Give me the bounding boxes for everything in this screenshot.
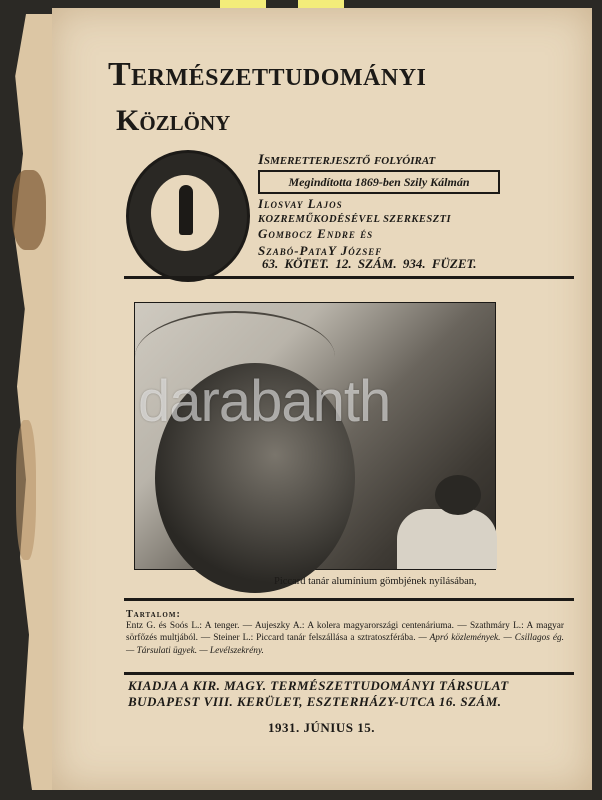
watermark: darabanth — [138, 369, 391, 434]
toc-entries-italic: — Apró közlemények. — Csillagos ég. — Társulati ügyek. — Levélszekrény. — [126, 633, 564, 656]
journal-title-line2: Közlöny — [116, 104, 231, 137]
journal-subtitle: Ismeretterjesztő folyóirat — [258, 152, 436, 168]
issue-date: 1931. JÚNIUS 15. — [268, 720, 375, 735]
publisher-address: BUDAPEST VIII. KERÜLET, ESZTERHÁZY-UTCA 16. SZÁM. — [128, 694, 502, 709]
seal-figure — [179, 185, 193, 235]
journal-title: Természettudományi — [108, 56, 427, 93]
editor-name: Gombocz Endre és — [258, 226, 374, 241]
person-head — [435, 475, 481, 515]
cover-photo — [134, 302, 496, 570]
photo-caption: Piccard tanár alumínium gömbjének nyílásában, — [274, 576, 477, 587]
stain — [16, 420, 36, 560]
divider — [124, 276, 574, 279]
editors-block — [258, 196, 451, 259]
divider — [124, 672, 574, 675]
editor-name: Ilosvay Lajos — [258, 196, 343, 211]
society-seal-icon — [126, 150, 250, 282]
publisher-line: KIADJA A KIR. MAGY. TERMÉSZETTUDOMÁNYI TÁRSULAT — [128, 678, 509, 693]
founding-note: Megindította 1869-ben Szily Kálmán — [258, 170, 500, 194]
stain — [12, 170, 46, 250]
person-figure — [397, 509, 497, 569]
toc-entries — [126, 620, 564, 657]
editor-role: KOZREMŰKODÉSÉVEL SZERKESZTI — [258, 214, 452, 225]
toc-heading: Tartalom: — [126, 609, 181, 620]
issue-number: 63. KÖTET. 12. SZÁM. 934. FÜZET. — [262, 256, 477, 271]
divider — [124, 598, 574, 601]
toc-entries-text: Entz G. és Soós L.: A tenger. — Aujeszky A.: A kolera magyarországi centenáriuma. — Szathmáry L.: A magyar sörfőzés multjából. — Steiner L.: Piccard tanár felszállása a sztratoszférába. — [126, 621, 564, 644]
seal-center — [151, 175, 219, 251]
editor-name: Szabó-PataY József — [258, 243, 383, 258]
